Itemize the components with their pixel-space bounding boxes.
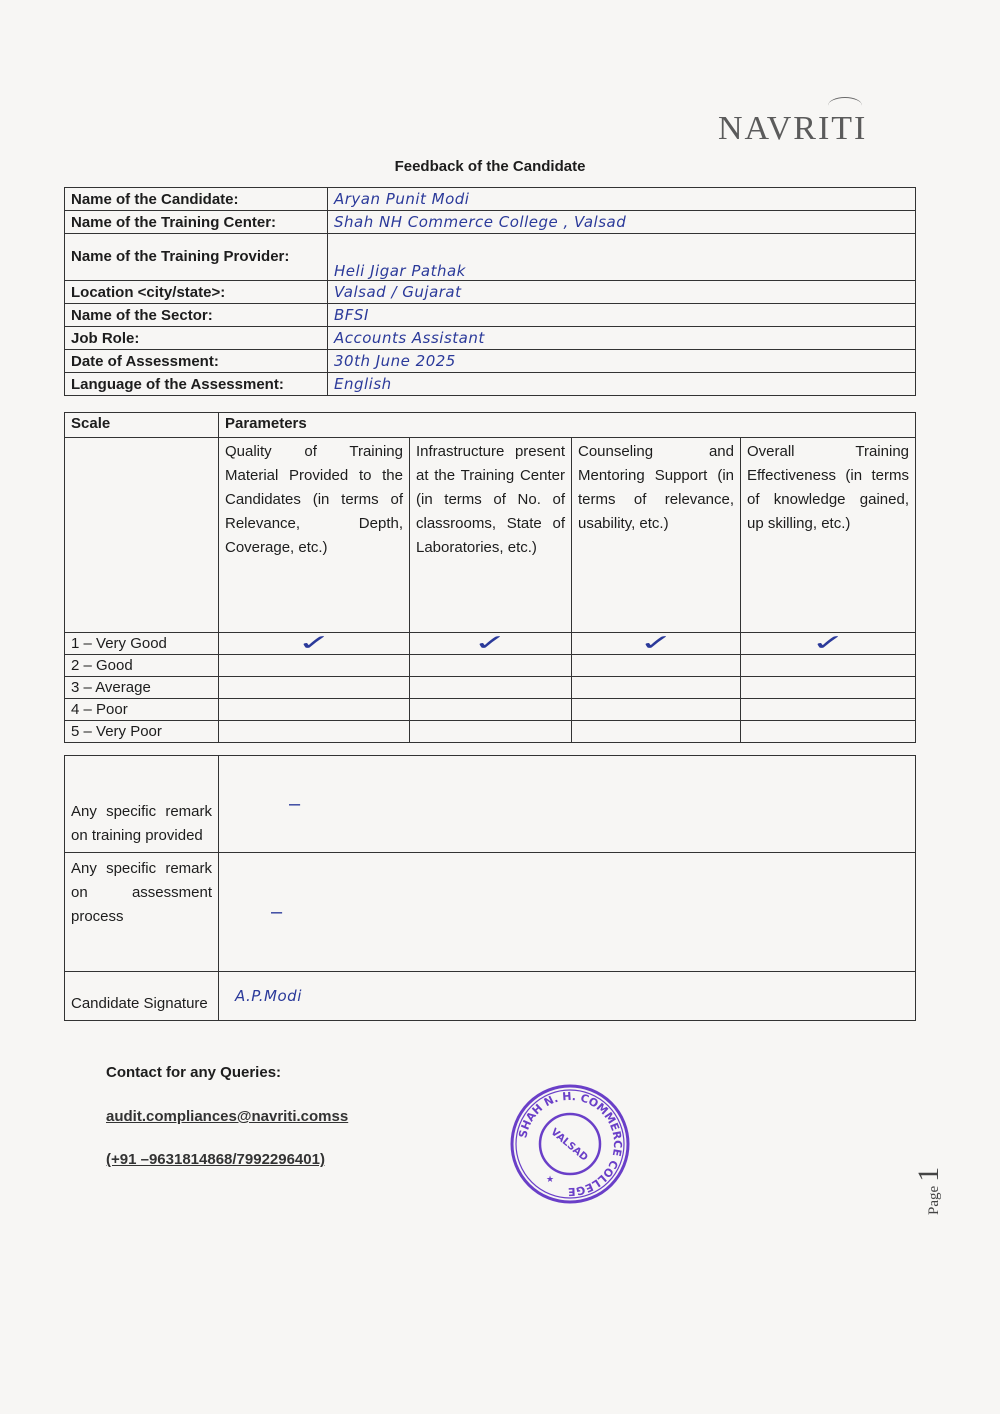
candidate-name-value: Aryan Punit Modi bbox=[328, 188, 916, 211]
remark-label-assessment: Any specific remark on assessment process bbox=[65, 853, 219, 972]
checkmark-icon: ✓ bbox=[473, 630, 508, 655]
svg-text:★: ★ bbox=[546, 1174, 555, 1184]
training-provider-value: Heli Jigar Pathak bbox=[328, 234, 916, 281]
page-number: 1 bbox=[912, 1166, 945, 1182]
rating-rows bbox=[65, 630, 916, 743]
rating-row bbox=[65, 721, 916, 743]
info-row bbox=[65, 350, 916, 373]
rating-cell[interactable] bbox=[741, 630, 916, 655]
rating-row bbox=[65, 699, 916, 721]
info-label: Name of the Training Center: bbox=[65, 211, 328, 234]
college-seal-stamp bbox=[508, 1082, 632, 1206]
rating-label: 4 – Poor bbox=[65, 699, 219, 721]
rating-cell[interactable] bbox=[219, 699, 410, 721]
rating-cell[interactable] bbox=[572, 655, 741, 677]
info-label: Date of Assessment: bbox=[65, 350, 328, 373]
page-number-label bbox=[912, 1155, 972, 1215]
contact-phone-link[interactable]: (+91 –9631814868/7992296401) bbox=[106, 1151, 325, 1168]
rating-cell[interactable] bbox=[741, 655, 916, 677]
scale-blank-cell bbox=[65, 438, 219, 633]
signature-label: Candidate Signature bbox=[65, 972, 219, 1021]
rating-row bbox=[65, 655, 916, 677]
info-label: Name of the Training Provider: bbox=[71, 248, 290, 265]
page-word: Page bbox=[926, 1185, 942, 1215]
checkmark-icon: ✓ bbox=[639, 630, 673, 655]
svg-text:VALSAD: VALSAD bbox=[548, 1126, 590, 1164]
info-row bbox=[65, 188, 916, 211]
remarks-table bbox=[64, 755, 916, 1021]
remark-label-training: Any specific remark on training provided bbox=[65, 756, 219, 853]
parameters-header: Parameters bbox=[219, 413, 916, 438]
form-title: Feedback of the Candidate bbox=[394, 158, 586, 175]
rating-cell[interactable] bbox=[572, 721, 741, 743]
info-row bbox=[65, 211, 916, 234]
rating-cell[interactable] bbox=[410, 699, 572, 721]
rating-row bbox=[65, 633, 916, 655]
remark-assessment-value: – bbox=[271, 900, 283, 923]
parameter-overall-effectiveness: Overall Training Effectiveness (in terms of knowledge gained, up skilling, etc.) bbox=[741, 438, 916, 633]
remark-row bbox=[65, 756, 916, 853]
rating-cell[interactable] bbox=[410, 655, 572, 677]
info-label: Language of the Assessment: bbox=[65, 373, 328, 396]
sector-value: BFSI bbox=[328, 304, 916, 327]
svg-text:SHAH N. H. COMMERCE COLLEGE: SHAH N. H. COMMERCE COLLEGE bbox=[516, 1089, 625, 1199]
rating-grid bbox=[64, 412, 916, 743]
remark-training-value: – bbox=[289, 792, 301, 815]
candidate-info-table bbox=[64, 187, 916, 396]
rating-cell[interactable] bbox=[410, 721, 572, 743]
parameter-training-material: Quality of Training Material Provided to the Candidates (in terms of Relevance, Depth, Coverage, etc.) bbox=[219, 438, 410, 633]
training-center-value: Shah NH Commerce College , Valsad bbox=[328, 211, 916, 234]
info-row bbox=[65, 281, 916, 304]
checkmark-icon: ✓ bbox=[811, 630, 845, 655]
rating-cell[interactable] bbox=[219, 677, 410, 699]
scale-header: Scale bbox=[65, 413, 219, 438]
rating-cell[interactable] bbox=[410, 630, 572, 655]
info-label: Name of the Sector: bbox=[65, 304, 328, 327]
remark-row bbox=[65, 853, 916, 972]
job-role-value: Accounts Assistant bbox=[328, 327, 916, 350]
contact-email-link[interactable]: audit.compliances@navriti.comss bbox=[106, 1108, 349, 1125]
rating-label: 1 – Very Good bbox=[65, 633, 219, 655]
rating-cell[interactable] bbox=[741, 677, 916, 699]
rating-cell[interactable] bbox=[741, 721, 916, 743]
checkmark-icon: ✓ bbox=[297, 630, 331, 655]
assessment-date-value: 30th June 2025 bbox=[328, 350, 916, 373]
location-value: Valsad / Gujarat bbox=[328, 281, 916, 304]
contact-heading: Contact for any Queries: bbox=[106, 1064, 282, 1081]
rating-cell[interactable] bbox=[572, 677, 741, 699]
rating-label: 5 – Very Poor bbox=[65, 721, 219, 743]
info-row bbox=[65, 304, 916, 327]
rating-label: 3 – Average bbox=[65, 677, 219, 699]
parameter-infrastructure: Infrastructure present at the Training Center (in terms of No. of classrooms, State of Laboratories, etc.) bbox=[410, 438, 572, 633]
rating-cell[interactable] bbox=[741, 699, 916, 721]
navriti-logo: NAVRITI bbox=[718, 110, 868, 147]
info-row bbox=[65, 327, 916, 350]
info-label: Name of the Candidate: bbox=[65, 188, 328, 211]
info-row bbox=[65, 373, 916, 396]
rating-cell[interactable] bbox=[219, 630, 410, 655]
info-label: Job Role: bbox=[65, 327, 328, 350]
parameter-counseling: Counseling and Mentoring Support (in terms of relevance, usability, etc.) bbox=[572, 438, 741, 633]
rating-cell[interactable] bbox=[410, 677, 572, 699]
rating-cell[interactable] bbox=[572, 630, 741, 655]
info-row bbox=[65, 234, 916, 281]
language-value: English bbox=[328, 373, 916, 396]
rating-label: 2 – Good bbox=[65, 655, 219, 677]
rating-cell[interactable] bbox=[219, 721, 410, 743]
info-label: Location <city/state>: bbox=[65, 281, 328, 304]
rating-row bbox=[65, 677, 916, 699]
rating-cell[interactable] bbox=[219, 655, 410, 677]
rating-cell[interactable] bbox=[572, 699, 741, 721]
candidate-signature: A.P.Modi bbox=[219, 972, 916, 1021]
remark-row bbox=[65, 972, 916, 1021]
